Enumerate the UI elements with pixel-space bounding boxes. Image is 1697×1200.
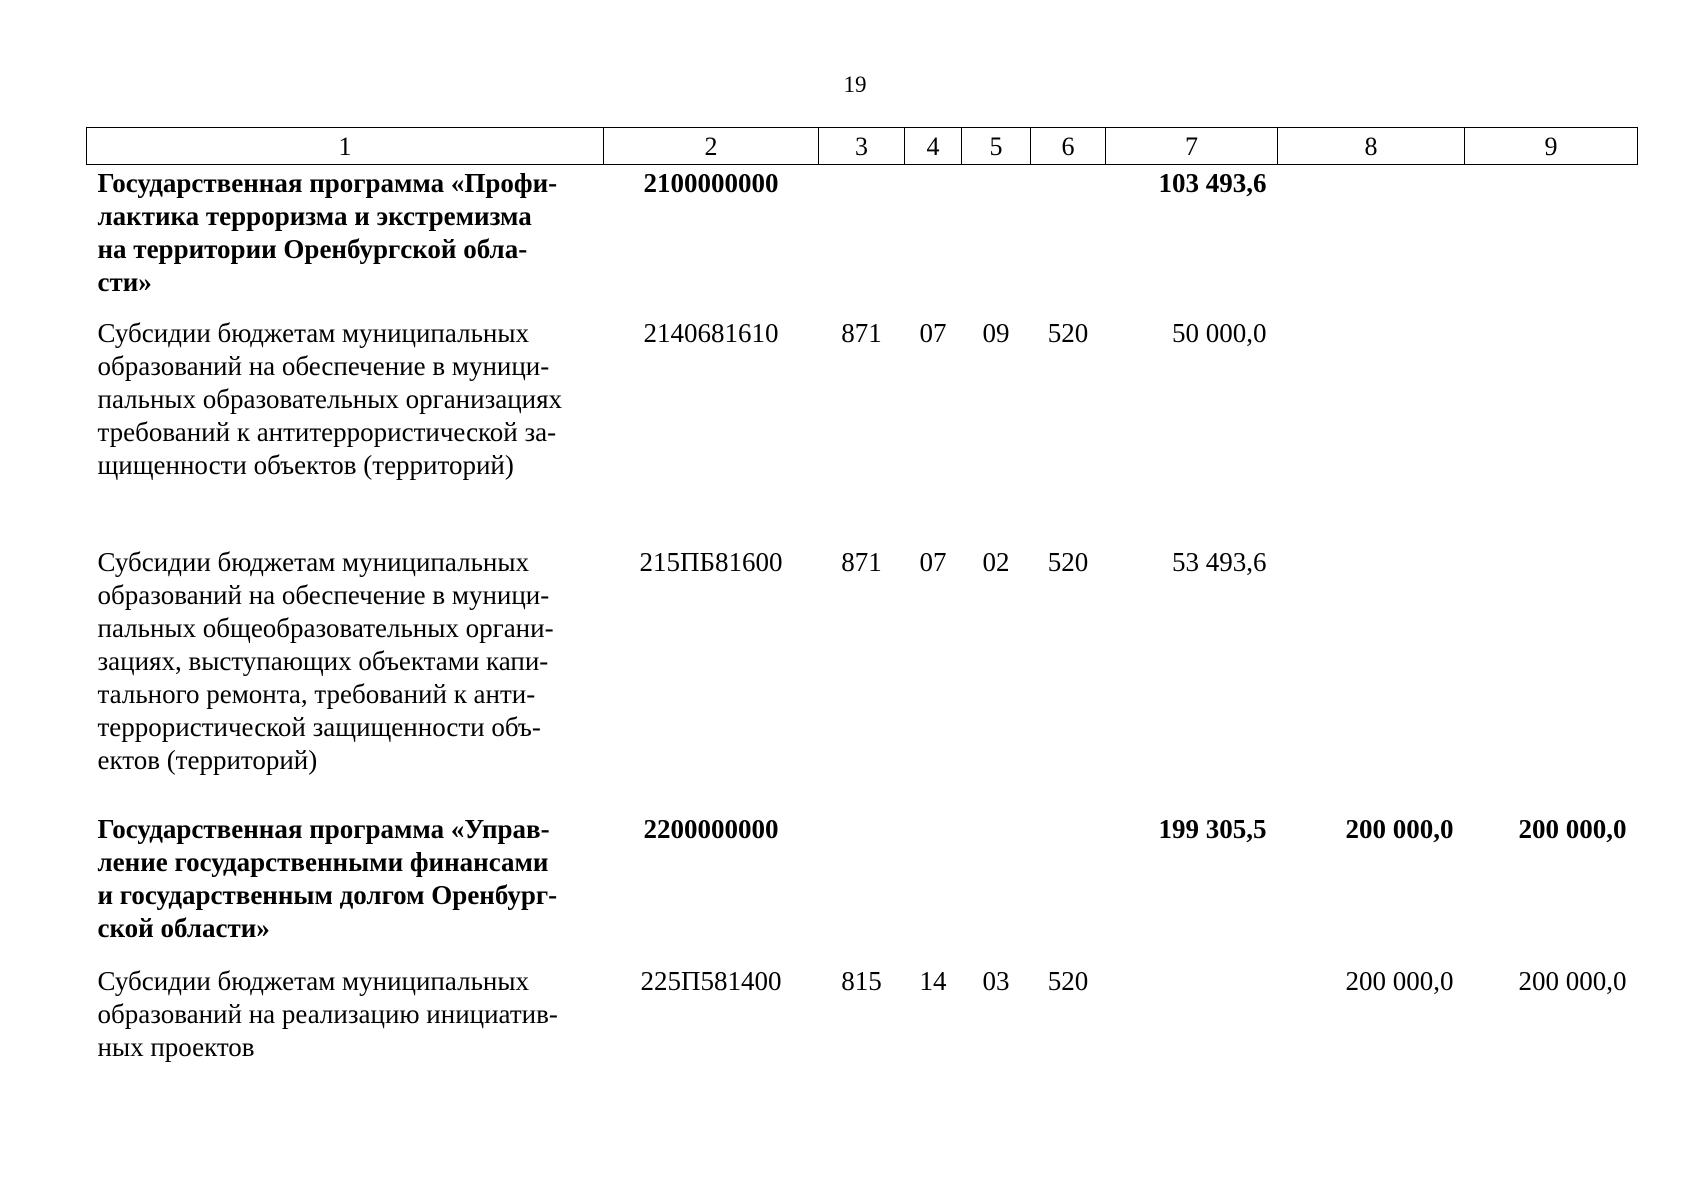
column-header-7: 7 [1106,128,1278,165]
row-code-cell: 215ПБ81600 [639,547,783,577]
row-col4-cell [905,813,962,965]
row-col7-cell [1106,965,1278,1065]
row-col7-cell: 50 000,0 [1172,318,1267,348]
row-col5-cell: 02 [982,547,1010,577]
name-line: тального ремонта, требований к анти- [97,679,536,709]
name-line: пальных образовательных организациях [97,384,563,414]
table-row [87,546,1638,813]
row-col7-cell: 103 493,6 [1158,168,1267,198]
name-line: щищенности объектов (территорий) [97,450,514,480]
row-col4-cell: 07 [919,547,947,577]
row-col7-cell: 199 305,5 [1158,814,1267,844]
table-row [87,813,1638,965]
name-line: ных проектов [97,1032,255,1062]
row-col3-cell [819,813,905,965]
name-line: Государственная программа «Профи- [97,168,558,198]
name-line: ление государственными финансами [97,847,549,877]
name-line: Субсидии бюджетам муниципальных [97,547,529,577]
row-col3-cell: 871 [841,318,882,348]
row-code-cell: 2200000000 [643,814,779,844]
row-col8-cell [1278,317,1465,546]
row-name-cell [87,813,604,965]
row-col5-cell: 03 [982,966,1010,996]
name-line: образований на обеспечение в муници- [97,351,550,381]
row-col9-cell: 200 000,0 [1518,814,1627,844]
column-header-3: 3 [819,128,905,165]
name-line: пальных общеобразовательных органи- [97,613,554,643]
column-header-6: 6 [1031,128,1106,165]
column-header-4: 4 [905,128,962,165]
column-header-2: 2 [604,128,819,165]
row-name-cell [87,165,604,318]
name-line: Субсидии бюджетам муниципальных [97,318,529,348]
table-header-row [87,128,1638,165]
name-line: и государственным долгом Оренбург- [97,880,558,910]
row-col8-cell: 200 000,0 [1345,966,1454,996]
row-col8-cell: 200 000,0 [1345,814,1454,844]
row-col3-cell: 871 [841,547,882,577]
row-col5-cell [962,165,1031,318]
name-line: образований на реализацию инициатив- [97,999,558,1029]
row-code-cell: 2100000000 [643,168,779,198]
row-col6-cell: 520 [1047,547,1089,577]
name-line: Субсидии бюджетам муниципальных [97,966,529,996]
column-header-9: 9 [1465,128,1638,165]
row-col9-cell [1465,317,1638,546]
column-header-5: 5 [962,128,1031,165]
row-col9-cell: 200 000,0 [1518,966,1627,996]
row-col8-cell [1278,546,1465,813]
name-line: зациях, выступающих объектами капи- [97,646,549,676]
row-col7-cell: 53 493,6 [1172,547,1267,577]
row-code-cell: 2140681610 [643,318,779,348]
name-line: Государственная программа «Управ- [97,814,550,844]
name-line: на территории Оренбургской обла- [97,234,528,264]
row-col6-cell: 520 [1047,966,1089,996]
row-col4-cell [905,165,962,318]
row-col9-cell [1465,546,1638,813]
row-col5-cell [962,813,1031,965]
row-name-cell [87,317,604,546]
row-name-cell [87,546,604,813]
row-col5-cell: 09 [982,318,1010,348]
row-col6-cell: 520 [1047,318,1089,348]
name-line: ектов (территорий) [97,745,318,775]
table-row [87,165,1638,318]
name-line: ской области» [97,913,270,943]
table-row [87,965,1638,1065]
name-line: террористической защищенности объ- [97,712,541,742]
row-col8-cell [1278,165,1465,318]
row-col4-cell: 14 [919,966,947,996]
name-line: требований к антитеррористической за- [97,417,557,447]
row-col4-cell: 07 [919,318,947,348]
page-number: 19 [843,72,867,97]
row-code-cell: 225П581400 [640,966,782,996]
row-col6-cell [1031,165,1106,318]
row-col6-cell [1031,813,1106,965]
row-col3-cell: 815 [841,966,882,996]
name-line: образований на обеспечение в муници- [97,580,550,610]
row-name-cell [87,965,604,1065]
table-row [87,317,1638,546]
column-header-1: 1 [87,128,604,165]
column-header-8: 8 [1278,128,1465,165]
row-col9-cell [1465,165,1638,318]
budget-table [86,127,1638,1065]
name-line: лактика терроризма и экстремизма [97,201,532,231]
row-col3-cell [819,165,905,318]
name-line: сти» [97,267,152,297]
